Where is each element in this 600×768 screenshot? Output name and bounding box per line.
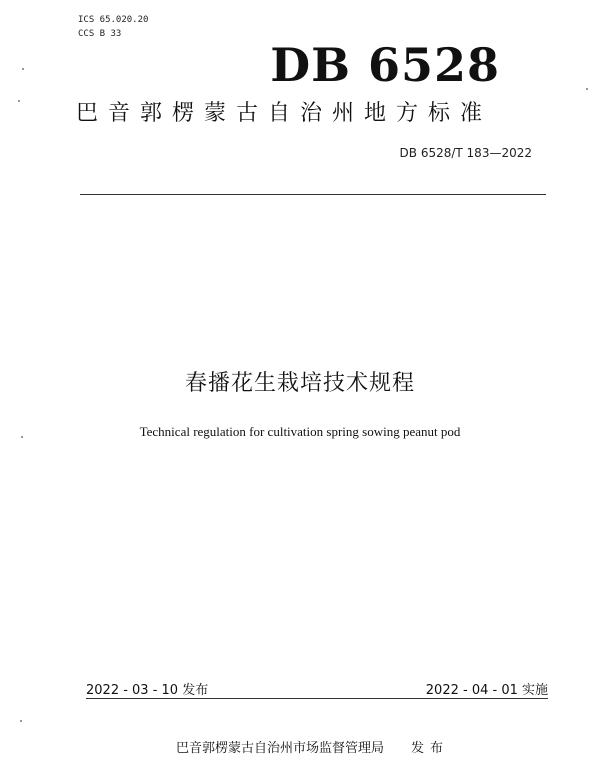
standard-number: DB 6528/T 183—2022 <box>399 146 532 160</box>
top-divider <box>80 194 546 195</box>
publish-label: 发布 <box>411 741 450 756</box>
publisher-name: 巴音郭楞蒙古自治州市场监督管理局 <box>176 741 385 756</box>
scan-speck <box>22 68 24 70</box>
scan-speck <box>20 720 22 722</box>
standard-title: 巴音郭楞蒙古自治州地方标准 <box>76 101 493 126</box>
document-title-cn: 春播花生栽培技术规程 <box>184 371 415 396</box>
document-title-en: Technical regulation for cultivation spring sowing peanut pod <box>139 424 461 439</box>
scan-speck <box>18 100 20 102</box>
scan-speck <box>21 436 23 438</box>
implement-date: 2022 - 04 - 01 实施 <box>425 683 548 698</box>
scan-speck <box>586 88 588 90</box>
db-logo: DB 6528 <box>270 38 500 92</box>
issue-date: 2022 - 03 - 10 发布 <box>86 683 209 698</box>
ics-code: ICS 65.020.20 <box>78 15 149 25</box>
classification-codes <box>78 13 148 41</box>
bottom-divider <box>86 698 548 699</box>
ccs-code: CCS B 33 <box>78 29 122 39</box>
